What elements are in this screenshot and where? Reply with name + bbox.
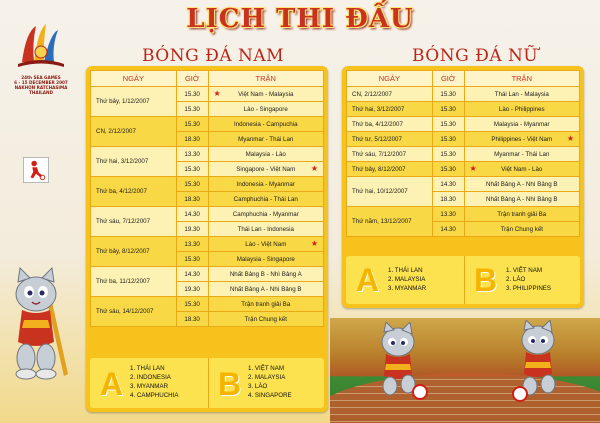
women-match-label: Malaysia - Myanmar [493, 120, 550, 128]
women-day-cell: Thứ ba, 4/12/2007 [347, 117, 433, 132]
men-match-row [91, 117, 324, 132]
women-match-cell [464, 222, 579, 237]
women-match-cell [464, 117, 579, 132]
women-header-day: NGÀY [347, 71, 433, 87]
women-match-label: Trận Chung kết [500, 225, 543, 233]
men-day-cell: Thứ sáu, 7/12/2007 [91, 207, 177, 237]
men-day-cell: CN, 2/12/2007 [91, 117, 177, 147]
men-day-cell: Thứ ba, 4/12/2007 [91, 177, 177, 207]
men-match-cell [208, 162, 323, 177]
women-schedule-table [346, 70, 580, 237]
men-groups-box [90, 358, 324, 408]
men-time-cell: 15.30 [176, 117, 208, 132]
women-time-cell: 15.30 [432, 162, 464, 177]
men-time-cell: 15.30 [176, 87, 208, 102]
women-time-cell: 15.30 [432, 87, 464, 102]
page-title: LỊCH THI ĐẤU [186, 4, 414, 34]
cat-mascot-right [508, 320, 570, 402]
men-header-row [91, 71, 324, 87]
women-day-cell: Thứ hai, 3/12/2007 [347, 102, 433, 117]
women-day-cell: Thứ năm, 13/12/2007 [347, 207, 433, 237]
women-groups-divider [464, 256, 465, 304]
men-match-cell [208, 282, 323, 297]
vietnam-star-icon: ★ [213, 89, 221, 98]
women-match-row [347, 162, 580, 177]
men-match-cell [208, 102, 323, 117]
men-time-cell: 15.30 [176, 102, 208, 117]
men-match-row [91, 207, 324, 222]
men-group-b-team: 2. MALAYSIA [248, 374, 286, 381]
women-time-cell: 15.30 [432, 147, 464, 162]
men-day-cell: Thứ hai, 3/12/2007 [91, 147, 177, 177]
sea-games-emblem-icon [12, 22, 70, 70]
men-group-b-list [248, 364, 292, 400]
women-group-b-letter: B [474, 262, 498, 298]
women-match-cell [464, 162, 579, 177]
women-time-cell: 14.30 [432, 222, 464, 237]
cat-mascot-middle [370, 322, 432, 402]
men-time-cell: 15.30 [176, 177, 208, 192]
women-time-cell: 15.30 [432, 132, 464, 147]
women-match-label: Lào - Philippines [498, 105, 545, 113]
men-match-row [91, 147, 324, 162]
football-pictogram-icon [23, 157, 49, 183]
men-time-cell: 15.30 [176, 162, 208, 177]
men-match-cell [208, 192, 323, 207]
men-schedule-table [90, 70, 324, 327]
women-header-match: TRẬN [464, 71, 579, 87]
men-match-label: Trận Chung kết [244, 315, 287, 323]
women-time-cell: 18.30 [432, 192, 464, 207]
men-day-cell: Thứ bảy, 1/12/2007 [91, 87, 177, 117]
men-time-cell: 18.30 [176, 192, 208, 207]
women-match-label: Nhất Bảng A - Nhì Bảng B [486, 195, 558, 203]
women-day-cell: Thứ bảy, 8/12/2007 [347, 162, 433, 177]
men-match-cell [208, 117, 323, 132]
men-group-a-team: 3. MYANMAR [130, 383, 169, 390]
women-match-label: Philippines - Việt Nam [491, 135, 553, 143]
logo-line-2: 6 - 15 DECEMBER 2007 [14, 80, 68, 85]
women-group-a-letter: A [356, 262, 380, 298]
men-match-cell [208, 207, 323, 222]
women-time-cell: 13.30 [432, 207, 464, 222]
men-day-cell: Thứ ba, 11/12/2007 [91, 267, 177, 297]
women-group-a-team: 2. MALAYSIA [388, 276, 426, 283]
men-match-row [91, 177, 324, 192]
logo-line-4: THAILAND [28, 90, 54, 95]
women-time-cell: 14.30 [432, 177, 464, 192]
women-groups-box [346, 256, 580, 304]
women-day-cell: Thứ tư, 5/12/2007 [347, 132, 433, 147]
men-time-cell: 13.30 [176, 237, 208, 252]
men-match-label: Lào - Singapore [243, 105, 288, 113]
women-match-cell [464, 177, 579, 192]
women-match-row [347, 147, 580, 162]
men-time-cell: 14.30 [176, 267, 208, 282]
men-group-a-team: 1. THÁI LAN [130, 365, 165, 372]
logo-line-3: NAKHON RATCHASIMA [14, 85, 68, 90]
women-group-a-team: 1. THÁI LAN [388, 267, 423, 274]
men-match-cell [208, 132, 323, 147]
men-match-cell [208, 147, 323, 162]
men-match-label: Camphuchia - Thái Lan [233, 195, 298, 203]
women-header-time: GIỜ [432, 71, 464, 87]
women-group-a-list [388, 266, 426, 293]
men-group-b-team: 3. LÀO [248, 383, 268, 390]
men-match-label: Myanmar - Thái Lan [238, 135, 294, 143]
men-time-cell: 18.30 [176, 312, 208, 327]
men-match-label: Singapore - Việt Nam [236, 165, 296, 173]
men-day-cell: Thứ bảy, 8/12/2007 [91, 237, 177, 267]
men-time-cell: 13.30 [176, 147, 208, 162]
men-match-label: Indonesia - Myanmar [236, 180, 295, 188]
men-match-cell [208, 297, 323, 312]
vietnam-star-icon: ★ [310, 239, 318, 248]
men-match-label: Malaysia - Lào [245, 150, 286, 158]
men-match-label: Lào - Việt Nam [245, 240, 287, 248]
vietnam-star-icon: ★ [310, 164, 318, 173]
men-match-row [91, 87, 324, 102]
men-time-cell: 15.30 [176, 252, 208, 267]
men-header-day: NGÀY [91, 71, 177, 87]
women-match-row [347, 87, 580, 102]
women-time-cell: 15.30 [432, 102, 464, 117]
men-time-cell: 18.30 [176, 132, 208, 147]
men-group-a-team: 4. CAMPHUCHIA [130, 392, 179, 399]
women-group-b-team: 3. PHILIPPINES [506, 285, 552, 292]
women-match-cell [464, 147, 579, 162]
women-section-title: BÓNG ĐÁ NỮ [412, 46, 539, 66]
men-day-cell: Thứ sáu, 14/12/2007 [91, 297, 177, 327]
women-match-row [347, 177, 580, 192]
men-match-label: Indonesia - Campuchia [233, 120, 298, 128]
men-time-cell: 19.30 [176, 222, 208, 237]
men-header-time: GIỜ [176, 71, 208, 87]
men-match-cell [208, 87, 323, 102]
women-match-label: Thái Lan - Malaysia [494, 90, 549, 98]
women-schedule-panel [342, 66, 584, 308]
women-match-row [347, 117, 580, 132]
men-section-title: BÓNG ĐÁ NAM [142, 46, 285, 66]
men-match-row [91, 267, 324, 282]
men-group-a-list [130, 364, 178, 400]
women-group-b-team: 1. VIỆT NAM [506, 267, 542, 274]
men-group-b-letter: B [218, 366, 242, 402]
women-day-cell: CN, 2/12/2007 [347, 87, 433, 102]
men-match-row [91, 237, 324, 252]
women-match-cell [464, 102, 579, 117]
men-group-b-team: 4. SINGAPORE [248, 392, 292, 399]
women-group-b-list [506, 266, 551, 293]
women-match-label: Myanmar - Thái Lan [494, 150, 550, 158]
women-match-cell [464, 87, 579, 102]
men-match-cell [208, 252, 323, 267]
men-match-row [91, 297, 324, 312]
women-match-row [347, 132, 580, 147]
women-match-cell [464, 132, 579, 147]
logo-line-1: 24th SEA GAMES [21, 75, 61, 80]
vietnam-star-icon: ★ [469, 164, 477, 173]
men-header-match: TRẬN [208, 71, 323, 87]
men-match-label: Thái Lan - Indonesia [237, 225, 294, 233]
men-group-b-team: 1. VIỆT NAM [248, 365, 284, 372]
women-day-cell: Thứ hai, 10/12/2007 [347, 177, 433, 207]
men-groups-divider [208, 358, 209, 408]
sea-games-logo [12, 22, 70, 102]
men-match-cell [208, 177, 323, 192]
women-header-row [347, 71, 580, 87]
women-match-row [347, 207, 580, 222]
women-day-cell: Thứ sáu, 7/12/2007 [347, 147, 433, 162]
women-match-cell [464, 207, 579, 222]
men-match-label: Camphuchia - Myanmar [232, 210, 299, 218]
women-match-label: Nhất Bảng A - Nhì Bảng B [486, 180, 558, 188]
women-match-row [347, 102, 580, 117]
men-time-cell: 15.30 [176, 297, 208, 312]
men-match-cell [208, 267, 323, 282]
men-match-label: Nhất Bảng A - Nhì Bảng B [229, 285, 302, 293]
men-time-cell: 19.30 [176, 282, 208, 297]
women-match-label: Việt Nam - Lào [501, 165, 543, 173]
men-match-cell [208, 312, 323, 327]
women-group-a-team: 3. MYANMAR [388, 285, 427, 292]
men-group-a-letter: A [100, 366, 124, 402]
women-match-cell [464, 192, 579, 207]
men-time-cell: 14.30 [176, 207, 208, 222]
men-match-cell [208, 237, 323, 252]
men-match-label: Malaysia - Singapore [236, 255, 295, 263]
women-match-label: Trận tranh giải Ba [497, 210, 547, 218]
women-group-b-team: 2. LÀO [506, 276, 526, 283]
men-group-a-team: 2. INDONESIA [130, 374, 171, 381]
men-match-label: Việt Nam - Malaysia [238, 90, 294, 98]
men-match-label: Nhất Bảng B - Nhì Bảng A [229, 270, 302, 278]
cat-mascot-left [6, 264, 72, 384]
vietnam-star-icon: ★ [566, 134, 574, 143]
men-schedule-panel [86, 66, 328, 412]
men-match-label: Trận tranh giải Ba [241, 300, 291, 308]
men-match-cell [208, 222, 323, 237]
women-time-cell: 15.30 [432, 117, 464, 132]
